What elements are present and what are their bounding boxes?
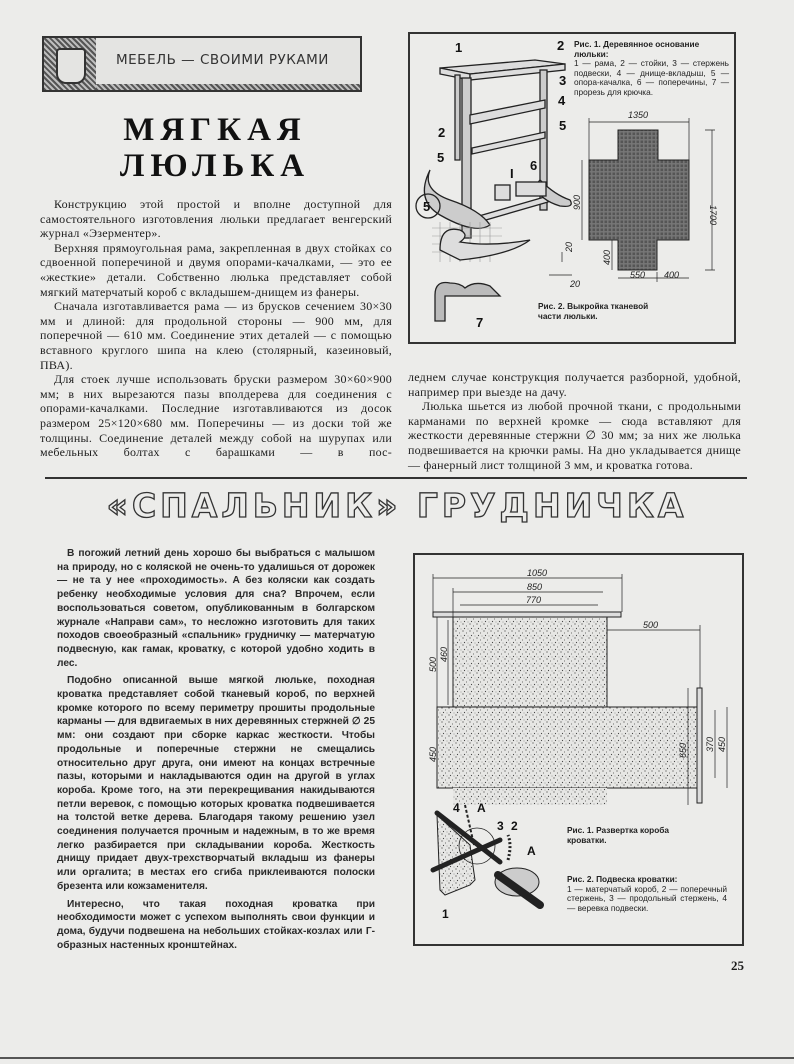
label-I: I — [510, 166, 514, 181]
label-3: 3 — [559, 73, 567, 88]
label-2b: 2 — [438, 125, 446, 140]
label-3: 3 — [497, 819, 504, 833]
dim-460: 460 — [439, 646, 449, 662]
label-2: 2 — [557, 38, 565, 53]
caption-body: кроватки. — [567, 834, 607, 845]
dim-770: 770 — [526, 595, 542, 605]
paragraph: Интересно, что такая походная кроватка при необходимости может с успехом выполнять свои функции и дома, будучи подвешена на небольших стойках-козлах или Г-образных настенных кронштейнах. — [57, 898, 375, 951]
label-4: 4 — [558, 93, 566, 108]
paragraph: Верхняя прямоугольная рама, закрепленная в двух стойках со сдвоенной поперечиной и двумя опорами-качалками, — это ее «жесткие» детали. Собственно люлька представляет собой мягкий матерчатый короб с вкладышем-днищем из фанеры. — [40, 240, 392, 299]
caption-body: 1 — матерчатый короб, 2 — поперечный стержень, 3 — продольный стержень, 4 — веревка подвески. — [567, 883, 727, 913]
label-2: 2 — [511, 819, 518, 833]
caption-title: Рис. 1. Деревянное основание люльки: — [574, 39, 700, 59]
dim-850: 850 — [527, 582, 543, 592]
label-1: 1 — [455, 40, 463, 55]
paragraph: леднем случае конструкция получается разборной, удобной, например при выезде на дачу. — [408, 370, 741, 399]
fabric-pattern-drawing — [549, 110, 718, 289]
dim-450-left: 450 — [428, 746, 438, 762]
label-1: 1 — [442, 907, 449, 921]
label-5b: 5 — [437, 150, 445, 165]
suspension-drawing — [433, 801, 540, 921]
dim-20-vertical: 20 — [564, 241, 574, 252]
caption-title: Рис. 2. Подвеска кроватки: — [567, 874, 678, 884]
paragraph: Сначала изготавливается рама — из брусков сечением 30×30 мм и длиной: для продольной стороны — 900 мм, для поперечной — 610 мм. Соединение этих деталей — с помощью вставного круглого шипа на клею (столярный, казеиновый, ПВА). — [40, 299, 392, 372]
dim-550: 550 — [630, 270, 646, 280]
caption-body: части люльки. — [538, 310, 598, 321]
dim-370: 370 — [705, 736, 715, 752]
label-7: 7 — [476, 315, 484, 330]
caption-title: Рис. 2. Выкройка тканевой — [538, 301, 649, 311]
cradle-frame-drawing — [416, 60, 571, 321]
paragraph: Конструкцию этой простой и вполне доступной для самостоятельного изготовления люльки предлагает венгерский журнал «Эзерментер». — [40, 197, 392, 241]
paragraph: Для стоек лучше использовать бруски размером 30×60×900 мм; в них вырезаются пазы вполдерева для соединения с опорами-качалками. Последние изготавливаются из досок размером 25×120×680 мм. Поперечины — из доски той же толщины. Соединение деталей между собой на шурупах или мебельных болтах с барашками — в пос- — [40, 372, 392, 460]
article2-title: «СПАЛЬНИК» ГРУДНИЧКА — [106, 486, 688, 525]
label-5: 5 — [559, 118, 567, 133]
caption-title: Рис. 1. Развертка короба — [567, 825, 670, 835]
dim-400-vertical: 400 — [602, 249, 612, 265]
label-4: 4 — [453, 801, 460, 815]
paragraph: В погожий летний день хорошо бы выбраться с малышом на природу, но с коляской не очень-то удалишься от дорожек — не та у нее «проходимость». А без коляски как создать ребенку необходимые условия для сна? Впрочем, если воспользоваться советом, опубликованным в болгарском журнале «Направи сам», то несложно изготовить для таких походов своеобразный «спальник» грудничку — матерчатую подвесную, как гамак, кроватку, с которой удобно ходить в лес. — [57, 548, 375, 669]
dim-1700: 1700 — [708, 205, 718, 226]
title-line-1: МЯГКАЯ — [123, 112, 307, 148]
title-line-2: ЛЮЛЬКА — [119, 148, 311, 184]
paragraph: Люлька шьется из любой прочной ткани, с продольными карманами по верхней кромке — сюда вставляют для жесткости деревянные стержни ∅ 30 мм; за них же люлька подвешивается на крючки рамы. На дно укладывается днище — фанерный лист толщиной 3 мм, и кроватка готова. — [408, 399, 741, 472]
dim-20-horizontal: 20 — [570, 279, 581, 289]
dim-500-vertical: 500 — [428, 656, 438, 672]
section-title: МЕБЕЛЬ — СВОИМИ РУКАМИ — [116, 52, 329, 68]
label-6: 6 — [530, 158, 538, 173]
dim-500-horizontal: 500 — [643, 620, 659, 630]
dim-1050: 1050 — [527, 568, 548, 578]
label-5-circle: 5 — [423, 199, 431, 214]
page-number: 25 — [731, 958, 744, 973]
label-A-detail: А — [527, 844, 536, 858]
dim-900: 900 — [572, 194, 582, 210]
caption-body: 1 — рама, 2 — стойки, 3 — стержень подвески, 4 — днище-вкладыш, 5 — опора-качалка, 6 — поперечины, 7 — прорезь для крючка. — [574, 58, 729, 97]
label-A: А — [477, 801, 486, 815]
dim-1350: 1350 — [628, 110, 649, 120]
dim-650: 650 — [678, 742, 688, 758]
paragraph: Подобно описанной выше мягкой люльке, походная кроватка представляет собой тканевый короб, по верхней кромке которого по всему периметру прошиты продольные карманы — для вдвигаемых в них деревянных стержней ∅ 25 мм: они создают при сборке каркас жесткости. Чтобы продольные и поперечные стержни не смещались относительно друг друга, они имеют на концах встречные пазы, которыми и накладываются один на другой в углах короба. Кроме того, на эти перекрещивания накидываются петли веревок, с помощью которых кроватка подвешивается на толстой ветке дерева. Благодаря такому решению узел соединения получается прочным и надежным, в то же время легко разбирается при складывании короба. Жесткость днищу придает двух-трехстворчатый вкладыш из фанеры или оргалита; в местах его сгиба приклеиваются полоски брезента или кожзаменителя. — [57, 675, 375, 892]
dim-400-horizontal: 400 — [664, 270, 680, 280]
dim-450-right: 450 — [717, 736, 727, 752]
sleeper-unfolded-drawing — [428, 568, 727, 805]
